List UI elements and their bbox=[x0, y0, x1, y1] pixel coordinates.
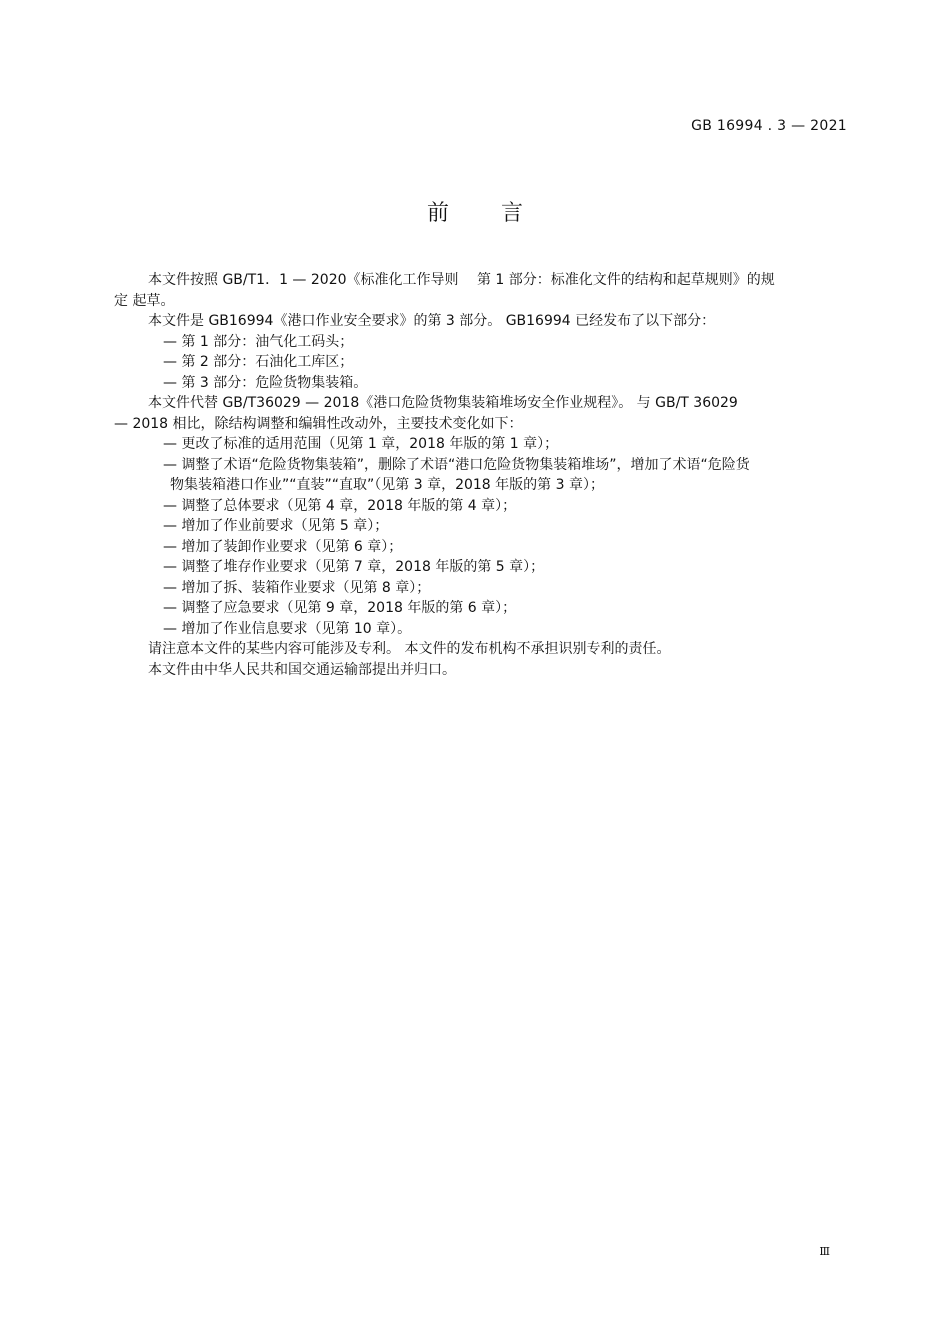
list-item: — 调整了总体要求（见第 4 章，2018 年版的第 4 章）； bbox=[163, 497, 517, 514]
list-item: — 第 2 部分：石油化工库区； bbox=[163, 354, 354, 370]
text-line: 本文件代替 GB/T36029 — 2018《港口危险货物集装箱堆场安全作业规程》。 与 GB/T 36029 bbox=[148, 395, 738, 411]
text-line: 本文件由中华人民共和国交通运输部提出并归口。 bbox=[148, 661, 456, 678]
text-line: 本文件按照 GB/T1．1 — 2020《标准化工作导则 第 1 部分：标准化文件的结构和起草规则》的规 bbox=[148, 272, 775, 288]
list-item: — 调整了应急要求（见第 9 章，2018 年版的第 6 章）； bbox=[163, 600, 517, 616]
list-item: — 第 3 部分：危险货物集装箱。 bbox=[163, 374, 368, 391]
text-line: — 2018 相比，除结构调整和编辑性改动外，主要技术变化如下： bbox=[114, 415, 523, 432]
list-item: — 增加了作业信息要求（见第 10 章）。 bbox=[163, 620, 412, 637]
text-line: 本文件是 GB16994《港口作业安全要求》的第 3 部分。 GB16994 已经发布了以下部分： bbox=[148, 313, 716, 329]
list-item: — 更改了标准的适用范围（见第 1 章，2018 年版的第 1 章）； bbox=[163, 436, 559, 452]
list-item: — 第 1 部分：油气化工码头； bbox=[163, 333, 354, 350]
standard-code: GB 16994 . 3 — 2021 bbox=[691, 118, 847, 134]
list-item: — 增加了作业前要求（见第 5 章）； bbox=[163, 518, 389, 534]
list-item: — 增加了装卸作业要求（见第 6 章）； bbox=[163, 538, 403, 555]
page-title: 前言 bbox=[426, 201, 575, 226]
text-line: 定 起草。 bbox=[114, 292, 175, 309]
list-item: — 增加了拆、装箱作业要求（见第 8 章）； bbox=[163, 579, 431, 596]
foreword-body bbox=[114, 270, 850, 680]
list-item: — 调整了堆存作业要求（见第 7 章，2018 年版的第 5 章）； bbox=[163, 559, 545, 575]
page-number: Ⅲ bbox=[819, 1245, 830, 1258]
list-item: — 调整了术语“危险货物集装箱”，删除了术语“港口危险货物集装箱堆场”，增加了术语“危险货 bbox=[163, 456, 750, 473]
list-item-continuation: 物集装箱港口作业”“直装”“直取”（见第 3 章，2018 年版的第 3 章）； bbox=[170, 477, 604, 493]
text-line: 请注意本文件的某些内容可能涉及专利。 本文件的发布机构不承担识别专利的责任。 bbox=[148, 641, 671, 657]
